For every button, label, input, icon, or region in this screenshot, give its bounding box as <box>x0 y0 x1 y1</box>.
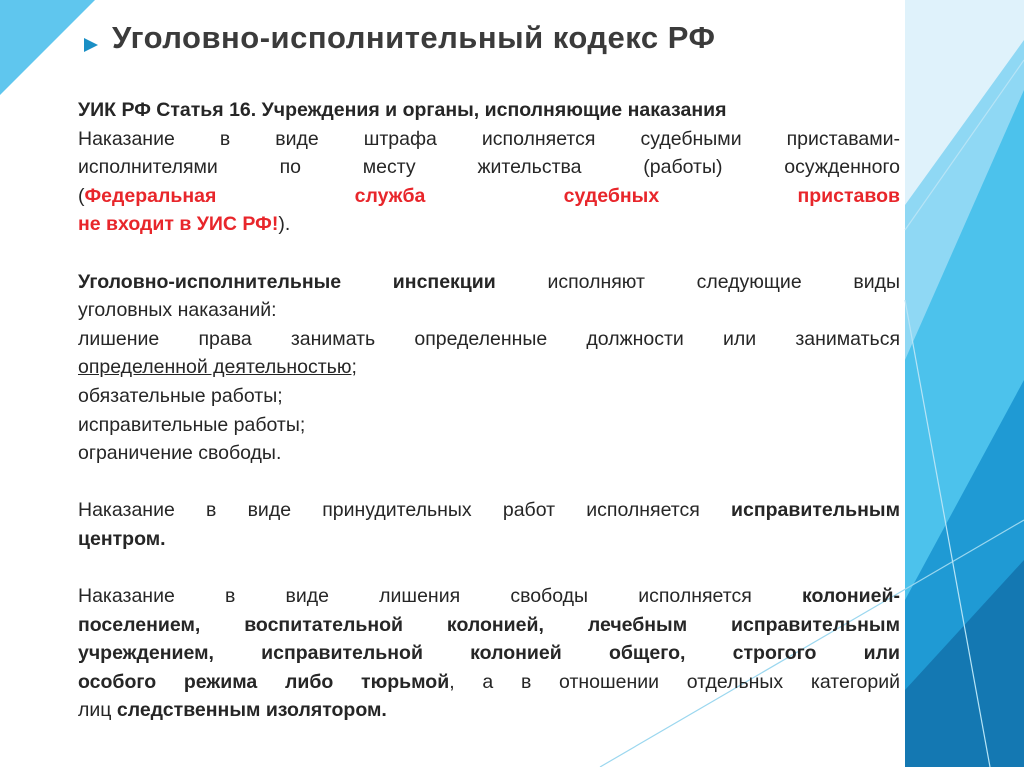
spacer <box>78 239 900 268</box>
slide-title: Уголовно-исполнительный кодекс РФ <box>112 20 716 55</box>
p1-line4: не входит в УИС РФ!). <box>78 213 291 236</box>
p2-item-2: обязательные работы; <box>78 384 283 407</box>
p4-line4: особого режима либо тюрьмой, а в отношении отдельных категорий <box>78 670 900 693</box>
p1-line1: Наказание в виде штрафа исполняется судебными приставами- <box>78 127 900 150</box>
p2-item-3: исправительные работы; <box>78 413 306 436</box>
p4-line5: лиц следственным изолятором. <box>78 699 387 722</box>
p2-item-1-cont: определенной деятельностью; <box>78 356 357 379</box>
p2-item-4: ограничение свободы. <box>78 442 282 465</box>
p2-line1: Уголовно-исполнительные инспекции исполняют следующие виды <box>78 270 900 293</box>
left-accent-arrow <box>84 38 98 52</box>
p4-line3: учреждением, исправительной колонией общего, строгого или <box>78 642 900 665</box>
red-highlight-2: не входит в УИС РФ! <box>78 213 279 236</box>
article-heading: УИК РФ Статья 16. Учреждения и органы, исполняющие наказания <box>78 99 727 121</box>
red-highlight-1: Федеральная служба судебных приставов <box>84 184 900 207</box>
p1-line2: исполнителями по месту жительства (работы) осужденного <box>78 156 900 179</box>
p2-line2: уголовных наказаний: <box>78 299 277 322</box>
p3-line2: центром. <box>78 527 166 550</box>
p2-item-1: лишение права занимать определенные должности или заниматься <box>78 327 900 350</box>
p3-line1: Наказание в виде принудительных работ исполняется исправительным <box>78 499 900 522</box>
p4-line1: Наказание в виде лишения свободы исполняется колонией- <box>78 585 900 608</box>
p4-line2: поселением, воспитательной колонией, лечебным исправительным <box>78 613 900 636</box>
slide-content <box>78 96 900 725</box>
p1-line3: (Федеральная служба судебных приставов <box>78 184 900 207</box>
spacer <box>78 468 900 497</box>
spacer <box>78 554 900 583</box>
left-accent-triangle <box>0 0 95 95</box>
